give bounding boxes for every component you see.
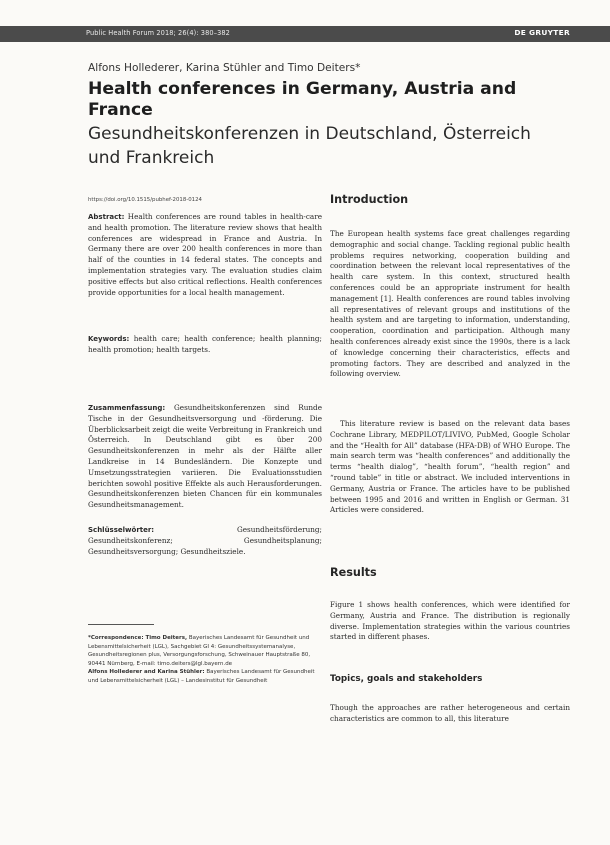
results-text: Figure 1 shows health conferences, which were identified for Germany, Austria and France. The distribution is regionally diverse. Implementation strategies within the various countries started in different phases.: [330, 600, 570, 642]
running-header: [0, 26, 610, 42]
article-title: Health conferences in Germany, Austria and France: [88, 79, 517, 120]
results-paragraph: [330, 600, 570, 643]
section-heading-results: Results: [330, 566, 377, 579]
doi-link[interactable]: https://doi.org/10.1515/pubhef-2018-0124: [88, 197, 202, 203]
topics-text: Though the approaches are rather heterogeneous and certain characteristics are common to all, this literature: [330, 703, 570, 723]
topics-paragraph: [330, 703, 570, 725]
introduction-paragraph-1: [330, 229, 570, 380]
affiliation-text: Bayerisches Landesamt für Gesundheit und Lebensmittelsicherheit (LGL) – Landesinstitut für Gesundheit: [88, 669, 315, 684]
zusammenfassung-text: Gesundheitskonferenzen sind Runde Tische in der Gesundheitsversorgung und -förderung. Die Überblicksarbeit zeigt die weite Verbreitung in Frankreich und Österreich. In Deutschland gibt es über 200 Gesundheitskonferenzen in mehr als der Hälfte aller Landkreise in 14 Bundesländern. Die Konzepte und Umsetzungsstrategien variieren. Die Evaluationsstudien berichten sowohl positive Effekte als auch Herausforderungen. Gesundheitskonferenzen bieten Chancen für ein kommunales Gesundheitsmanagement.: [88, 403, 322, 510]
section-heading-introduction: Introduction: [330, 193, 409, 206]
schluesselwoerter-text: Gesundheitsförderung; Gesundheitskonferenz; Gesundheitsplanung; Gesundheitsversorgung; Gesundheitsziele.: [88, 525, 322, 556]
introduction-text-2: This literature review is based on the relevant data bases Cochrane Library, MEDPILOT/LIVIVO, PubMed, Google Scholar and the “Health for All” database (HFA-DB) of WHO Europe. The main search term was “health conferences” and additionally the terms “health dialog”, “health forum”, “health region” and “round table” in title or abstract. We included interventions in Germany, Austria or France. The articles have to be published between 1995 and 2016 and written in English or German. 31 Articles were considered.: [330, 419, 570, 515]
keywords-text: health care; health conference; health planning; health promotion; health targets.: [88, 334, 323, 354]
zusammenfassung: [88, 403, 322, 511]
affiliation-label: Alfons Hollederer and Karina Stühler:: [88, 669, 205, 676]
footnote-divider: [88, 624, 154, 625]
abstract-label: Abstract:: [88, 213, 125, 221]
publisher-logo: DE GRUYTER: [514, 28, 570, 37]
introduction-text-1: The European health systems face great challenges regarding demographic and social change. Tackling regional public health problems requires networking, cooperation building and coordination between the relevant local representatives of the health care system. In this context, structured health conferences could be an appropriate instrument for health management [1]. Health conferences are round tables involving all representatives of relevant groups and institutions of the health system and are targeting to information, understanding, cooperation, coordination and participation. Although many health conferences already exist since the 1990s, there is a lack of knowledge concerning their characteristics, effects and promoting factors. They are described and analyzed in the following overview.: [330, 229, 570, 379]
author-list: Alfons Hollederer, Karina Stühler and Timo Deiters*: [88, 62, 361, 74]
correspondence-label: *Correspondence: Timo Deiters,: [88, 635, 188, 641]
article-title-german: Gesundheitskonferenzen in Deutschland, Österreich und Frankreich: [88, 124, 531, 168]
keywords: [88, 334, 322, 356]
zusammenfassung-label: Zusammenfassung:: [88, 404, 166, 412]
correspondence-text: Bayerisches Landesamt für Gesundheit und Lebensmittelsicherheit (LGL), Sachgebiet GI 4: Gesundheitssystemanalyse, Gesundheitsregionen plus, Versorgungsforschung, Schweinauer Hauptstraße 80, 90441 Nürnberg, E-mail: timo.deiters@lgl.bayern.de: [88, 635, 311, 667]
journal-citation: Public Health Forum 2018; 26(4): 380–382: [86, 29, 230, 37]
schluesselwoerter: [88, 525, 322, 557]
keywords-label: Keywords:: [88, 335, 130, 343]
subsection-heading-topics: Topics, goals and stakeholders: [330, 674, 483, 684]
abstract: [88, 212, 322, 298]
introduction-paragraph-2: [330, 419, 570, 516]
abstract-text: Health conferences are round tables in health-care and health promotion. The literature review shows that health conferences are widespread in France and Austria. In Germany there are over 200 health conferences in more than half of the counties in 14 federal states. The concepts and implementation strategies vary. The evaluation studies claim positive effects but also critical reflections. Health conferences provide opportunities for a local health management.: [88, 212, 322, 297]
correspondence-footnote: [88, 634, 320, 686]
schluesselwoerter-label: Schlüsselwörter:: [88, 526, 155, 534]
